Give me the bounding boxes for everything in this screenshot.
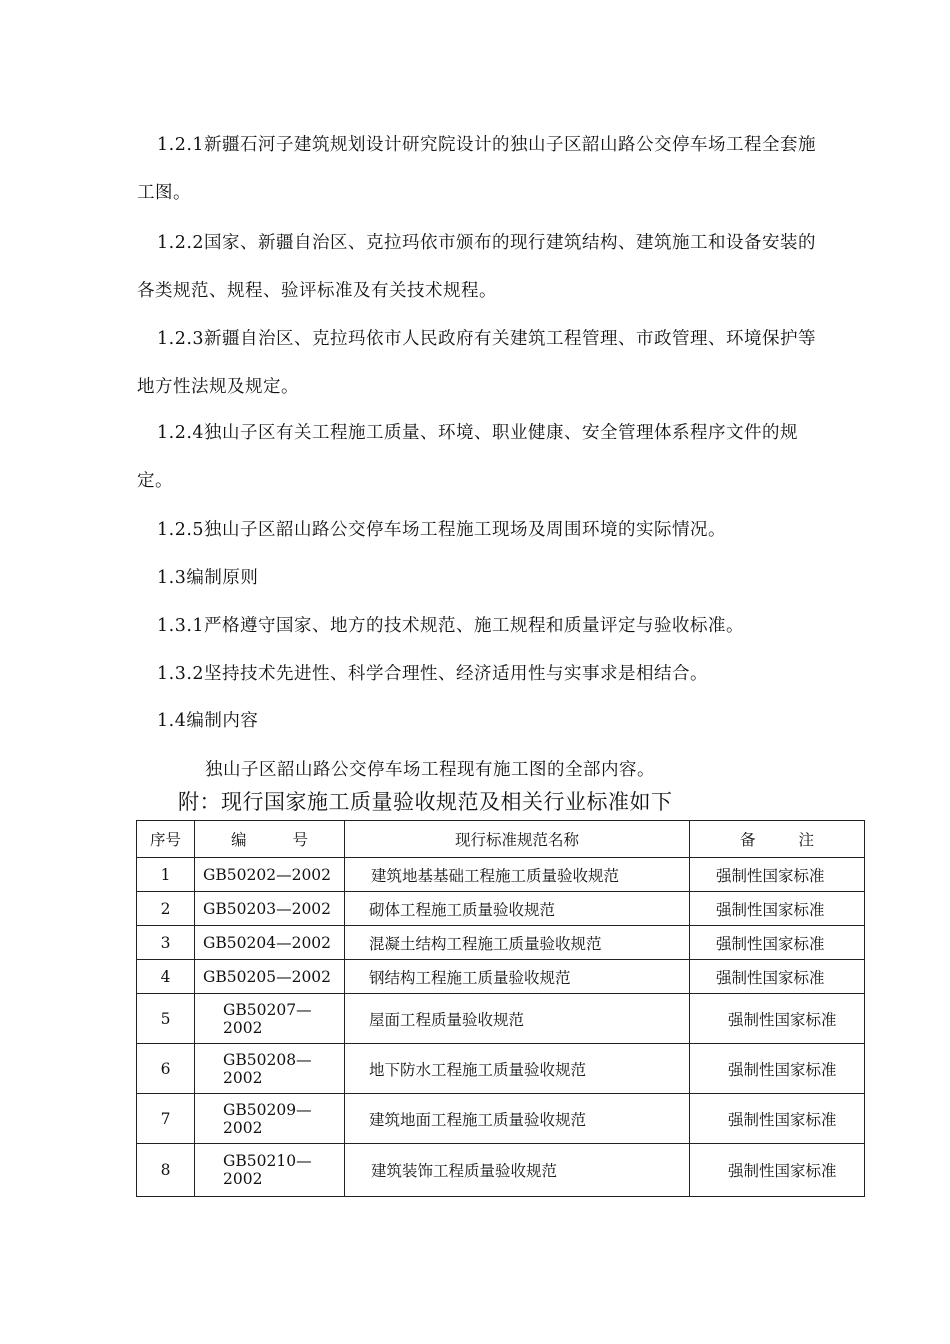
row-no: 1 — [137, 858, 195, 892]
row-note: 强制性国家标准 — [690, 892, 865, 926]
standards-table — [136, 820, 865, 1197]
row-code: GB50202—2002 — [195, 858, 345, 892]
row-code: GB50210—2002 — [195, 1144, 345, 1197]
row-note: 强制性国家标准 — [690, 926, 865, 960]
row-name: 混凝土结构工程施工质量验收规范 — [345, 926, 690, 960]
header-code-part-2: 号 — [292, 831, 308, 849]
paragraph-1-2-2: 1.2.2国家、新疆自治区、克拉玛依市颁布的现行建筑结构、建筑施工和设备安装的各类规范、规程、验评标准及有关技术规程。 — [137, 233, 817, 301]
header-note-part-1: 备 — [740, 831, 756, 849]
row-code: GB50208—2002 — [195, 1044, 345, 1094]
header-code-part-1: 编 — [231, 831, 247, 849]
paragraph-1-2-1: 1.2.1新疆石河子建筑规划设计研究院设计的独山子区韶山路公交停车场工程全套施工图。 — [137, 135, 817, 203]
row-no: 6 — [137, 1044, 195, 1094]
row-code: GB50203—2002 — [195, 892, 345, 926]
header-code — [195, 821, 345, 858]
row-no: 8 — [137, 1144, 195, 1197]
heading-1-3: 1.3编制原则 — [157, 568, 259, 588]
item-1-3-1: 1.3.1严格遵守国家、地方的技术规范、施工规程和质量评定与验收标准。 — [157, 616, 745, 636]
content-1-4: 独山子区韶山路公交停车场工程现有施工图的全部内容。 — [205, 760, 655, 780]
table-row — [137, 994, 865, 1044]
table-title: 附：现行国家施工质量验收规范及相关行业标准如下 — [178, 790, 673, 814]
row-note: 强制性国家标准 — [690, 994, 865, 1044]
table-row — [137, 892, 865, 926]
row-note: 强制性国家标准 — [690, 858, 865, 892]
row-name: 钢结构工程施工质量验收规范 — [345, 960, 690, 994]
heading-1-4: 1.4编制内容 — [157, 711, 259, 731]
row-note: 强制性国家标准 — [690, 1094, 865, 1144]
row-no: 5 — [137, 994, 195, 1044]
header-note-part-2: 注 — [798, 831, 814, 849]
table-row — [137, 926, 865, 960]
header-note — [690, 821, 865, 858]
row-note: 强制性国家标准 — [690, 960, 865, 994]
table-row — [137, 858, 865, 892]
row-name: 建筑地基基础工程施工质量验收规范 — [345, 858, 690, 892]
paragraph-1-2-3: 1.2.3新疆自治区、克拉玛依市人民政府有关建筑工程管理、市政管理、环境保护等地方性法规及规定。 — [137, 329, 817, 397]
paragraph-1-2-4: 1.2.4独山子区有关工程施工质量、环境、职业健康、安全管理体系程序文件的规定。 — [137, 423, 799, 491]
row-name: 砌体工程施工质量验收规范 — [345, 892, 690, 926]
item-1-2-5: 1.2.5独山子区韶山路公交停车场工程施工现场及周围环境的实际情况。 — [157, 520, 727, 540]
table-row — [137, 1044, 865, 1094]
header-no: 序号 — [137, 821, 195, 858]
row-no: 3 — [137, 926, 195, 960]
table-header-row — [137, 821, 865, 858]
row-code: GB50207—2002 — [195, 994, 345, 1044]
row-code: GB50204—2002 — [195, 926, 345, 960]
table-row — [137, 1094, 865, 1144]
row-note: 强制性国家标准 — [690, 1044, 865, 1094]
item-1-3-2: 1.3.2坚持技术先进性、科学合理性、经济适用性与实事求是相结合。 — [157, 664, 709, 684]
row-code: GB50209—2002 — [195, 1094, 345, 1144]
row-no: 2 — [137, 892, 195, 926]
row-name: 地下防水工程施工质量验收规范 — [345, 1044, 690, 1094]
row-no: 7 — [137, 1094, 195, 1144]
row-name: 建筑装饰工程质量验收规范 — [345, 1144, 690, 1197]
table-row — [137, 1144, 865, 1197]
row-name: 建筑地面工程施工质量验收规范 — [345, 1094, 690, 1144]
row-no: 4 — [137, 960, 195, 994]
row-note: 强制性国家标准 — [690, 1144, 865, 1197]
row-code: GB50205—2002 — [195, 960, 345, 994]
table-row — [137, 960, 865, 994]
header-name: 现行标准规范名称 — [345, 821, 690, 858]
row-name: 屋面工程质量验收规范 — [345, 994, 690, 1044]
